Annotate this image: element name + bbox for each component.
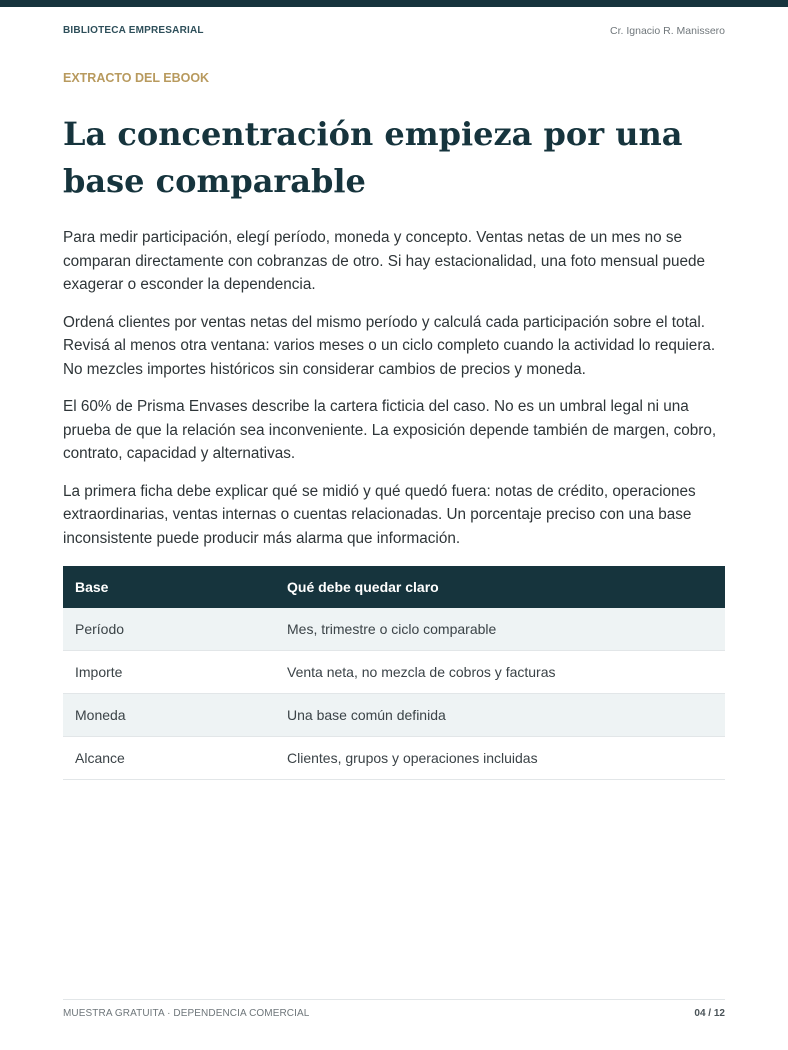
section-kicker: EXTRACTO DEL EBOOK [63, 71, 210, 85]
column-header-base: Base [63, 566, 275, 608]
base-table [63, 566, 725, 780]
table-cell: Venta neta, no mezcla de cobros y facturas [275, 651, 725, 694]
table-cell: Clientes, grupos y operaciones incluidas [275, 737, 725, 780]
table-cell: Mes, trimestre o ciclo comparable [275, 608, 725, 651]
paragraph: Ordená clientes por ventas netas del mismo período y calculá cada participación sobre el total. Revisá al menos otra ventana: varios meses o un ciclo completo cuando la actividad lo requiera. No mezcles importes históricos sin considerar cambios de precios y moneda. [63, 313, 716, 378]
table-cell: Una base común definida [275, 694, 725, 737]
paragraph: La primera ficha debe explicar qué se midió y qué quedó fuera: notas de crédito, operaciones extraordinarias, ventas internas o cuentas relacionadas. Un porcentaje preciso con una base inconsistente puede producir más alarma que información. [63, 482, 696, 547]
top-accent-bar [0, 0, 788, 7]
table-header-row [63, 566, 725, 608]
author-name: Cr. Ignacio R. Manissero [610, 25, 725, 37]
brand-label: BIBLIOTECA EMPRESARIAL [63, 25, 204, 36]
table-row [63, 608, 725, 651]
table-cell: Importe [63, 651, 275, 694]
page-header [63, 25, 725, 39]
page-number: 04 / 12 [694, 1008, 725, 1019]
paragraph: El 60% de Prisma Envases describe la cartera ficticia del caso. No es un umbral legal ni una prueba de que la relación sea inconveniente. La exposición depende también de margen, cobro, contrato, capacidad y alternativas. [63, 398, 717, 462]
table-row [63, 694, 725, 737]
table-cell: Moneda [63, 694, 275, 737]
page-title: La concentración empieza por una base comparable [63, 115, 683, 200]
table-cell: Período [63, 608, 275, 651]
footer-divider [63, 999, 725, 1000]
table-row [63, 737, 725, 780]
table-cell: Alcance [63, 737, 275, 780]
table-row [63, 651, 725, 694]
paragraph: Para medir participación, elegí período, moneda y concepto. Ventas netas de un mes no se comparan directamente con cobranzas de otro. Si hay estacionalidad, una foto mensual puede exagerar o esconder la dependencia. [63, 229, 706, 293]
body-text [63, 226, 725, 564]
column-header-claro: Qué debe quedar claro [275, 566, 725, 608]
footer-label: MUESTRA GRATUITA · DEPENDENCIA COMERCIAL [63, 1008, 310, 1019]
